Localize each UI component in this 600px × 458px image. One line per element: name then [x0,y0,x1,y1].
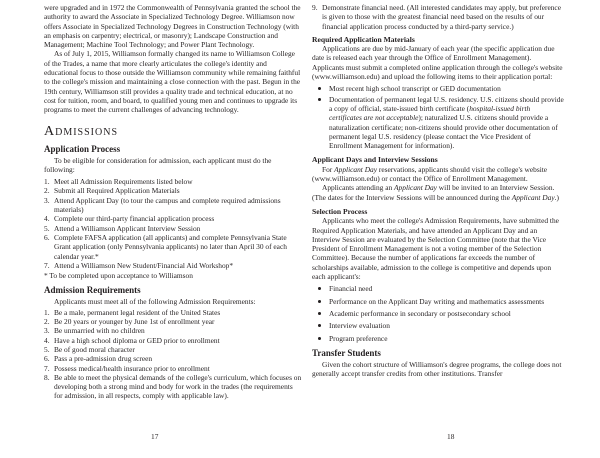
list-number: 4. [44,214,50,224]
list-number: 1. [44,177,50,187]
page-number-left: 17 [151,432,159,441]
list-item [44,364,302,373]
list-text: Attend a Williamson Applicant Interview Session [54,223,201,233]
intro-paragraph-2: As of July 1, 2015, Williamson formally changed its name to Williamson College of the Trades, a name that more clearly articulates the college's identity and educational focus to those outside the Williamson community while remaining faithful to the college's mission and maintaining a close connection with the past. Begun in the 19th century, Williamson still provides a quality trade and technical education, at no cost for tuition, room, and board, to qualified young men and continues to upgrade its programs to meet the current challenges of advancing technology. [44,49,301,115]
intro-paragraph-1: were upgraded and in 1972 the Commonwealth of Pennsylvania granted the school the authority to award the Associate in Specialized Technology Degree. Williamson now offers Associate in Specialized Technology Degrees in Construction Technology (with an emphasis on carpentry; electrical, or masonry); Landscape Construction and Management; Machine Tool Technology; and Power Plant Technology. [44,3,301,50]
list-text: Program preference [329,333,388,343]
text-run: .) [554,192,559,202]
list-item [44,354,302,363]
bullet-icon [318,87,321,90]
list-number: 2. [44,317,50,327]
bullet-icon [318,312,321,315]
list-number: 6. [44,354,50,364]
list-number: 5. [44,344,50,354]
list-text: Most recent high school transcript or GED documentation [329,84,501,94]
list-text: Be a male, permanent legal resident of the United States [54,307,221,317]
footnote: * To be completed upon acceptance to Williamson [44,271,193,281]
list-item [44,308,302,317]
text-run: For [322,164,335,174]
list-item [44,261,302,270]
list-number: 7. [44,260,50,270]
applicant-days-paragraph-2 [312,183,564,202]
list-item [44,177,302,186]
text-run: reservations, applicants should visit the college's website (www.williamson.edu) or contact the Office of Enrollment Management. [312,164,548,184]
list-number: 4. [44,335,50,345]
applicant-days-heading: Applicant Days and Interview Sessions [312,155,438,165]
list-item [312,84,564,93]
list-item [44,233,302,261]
list-item [44,326,302,335]
text-run-italic: Applicant Day [511,192,555,202]
list-item [44,345,302,354]
list-text: Demonstrate financial need. (All interested candidates may apply, but preference is given to those with the greatest financial need based on the results of our financial application process conducted by a third-party service.) [322,3,561,31]
required-materials-paragraph: Applications are due by mid-January of each year (the specific application due date is released each year through the Office of Enrollment Management). Applicants must submit a completed online application through the college's website (www.williamson.edu) and upload the following items to their application portal: [312,44,563,82]
list-number: 2. [44,186,50,196]
required-materials-list [312,84,564,150]
list-number: 1. [44,307,50,317]
list-item [44,196,302,215]
list-item [44,186,302,195]
list-text: Possess medical/health insurance prior to enrollment [54,363,210,373]
application-process-list [44,177,302,270]
list-item [312,297,564,306]
text-run-italic: Applicant Day [394,183,437,193]
list-text: Interview evaluation [329,321,390,331]
list-text: Be of good moral character [54,344,135,354]
list-item [312,95,564,151]
list-item [44,224,302,233]
list-item [312,334,564,343]
bullet-icon [318,324,321,327]
admissions-heading: Admissions [44,123,119,139]
bullet-icon [318,287,321,290]
transfer-students-heading: Transfer Students [312,347,381,358]
list-item [312,3,564,31]
list-number: 6. [44,232,50,242]
list-text: Be able to meet the physical demands of the college's curriculum, which focuses on developing both a strong mind and body for work in the trades (the requirements for admission, in all respects, comply with applicable law). [54,372,302,401]
list-text: Performance on the Applicant Day writing and mathematics assessments [329,296,545,306]
list-text: Submit all Required Application Materials [54,186,180,196]
list-number: 9. [312,3,318,12]
bullet-icon [318,98,321,101]
list-item [44,317,302,326]
list-item [44,336,302,345]
admission-requirements-heading: Admission Requirements [44,285,141,296]
selection-process-paragraph: Applicants who meet the college's Admission Requirements, have submitted the Required Application Materials, and have attended an Applicant Day and an Interview Session are evaluated by the Selection Committee (note that the Vice President of Enrollment Management is not a voting member of the Selection Committee). Because the number of applications far exceeds the number of scholarships available, admission to the college is competitive and depends upon each applicant's: [312,216,559,282]
list-number: 5. [44,223,50,233]
text-run-italic: Applicant Day [334,164,378,174]
admission-requirements-list [44,308,302,401]
list-text: Be unmarried with no children [54,326,145,336]
list-text: Complete FAFSA application (all applicants) and complete Pennsylvania State Grant application (only Pennsylvania applicants) no later than April 30 of each calendar year.* [54,232,287,261]
application-process-intro: To be eligible for consideration for admission, each applicant must do the following: [44,155,272,174]
admission-requirements-intro: Applicants must meet all of the following Admission Requirements: [54,297,256,307]
list-text: Financial need [329,284,373,294]
list-number: 3. [44,326,50,336]
application-process-heading: Application Process [44,143,121,154]
list-number: 8. [44,372,50,382]
selection-process-heading: Selection Process [312,206,368,216]
list-item [44,214,302,223]
list-text: Be 20 years or younger by June 1st of enrollment year [54,317,215,327]
list-text: Documentation of permanent legal U.S. residency. U.S. citizens should provide a copy of official, state-issued birth certificate ( [329,94,564,113]
list-text: Attend a Williamson New Student/Financial Aid Workshop* [54,260,234,270]
list-item [312,321,564,330]
list-number: 3. [44,195,50,205]
list-number: 7. [44,363,50,373]
list-text: Complete our third-party financial application process [54,214,215,224]
page-number-right: 18 [447,432,455,441]
text-run: Applicants attending an [322,183,395,193]
list-item [44,373,302,401]
list-text: Have a high school diploma or GED prior to enrollment [54,335,220,345]
text-run: will be invited to an Interview Session. (The dates for the Interview Sessions will be announced during the [312,183,555,202]
list-text: Meet all Admission Requirements listed below [54,177,193,187]
list-item [312,284,564,293]
required-materials-heading: Required Application Materials [312,34,415,44]
list-item [312,309,564,318]
application-process-list-continued [312,3,564,31]
right-page [312,3,564,378]
transfer-students-paragraph: Given the cohort structure of Williamson's degree programs, the college does not generally accept transfer credits from other institutions. Transfer [312,359,562,379]
list-text: Pass a pre-admission drug screen [54,354,153,364]
list-text: Attend Applicant Day (to tour the campus and complete required admissions materials) [54,195,281,215]
list-text: ); naturalized U.S. citizens should provide a naturalization certificate; non-citizens should provide other documentation of permanent legal U.S. residency (please contact the Vice President of Enrollment Management for information). [329,113,558,151]
bullet-icon [318,337,321,340]
list-text: Academic performance in secondary or postsecondary school [329,308,511,318]
list-text-italic: hospital-issued birth certificates are not acceptable [329,103,531,123]
left-page [44,3,302,401]
selection-criteria-list [312,284,564,342]
applicant-days-paragraph-1 [312,165,564,184]
bullet-icon [318,300,321,303]
